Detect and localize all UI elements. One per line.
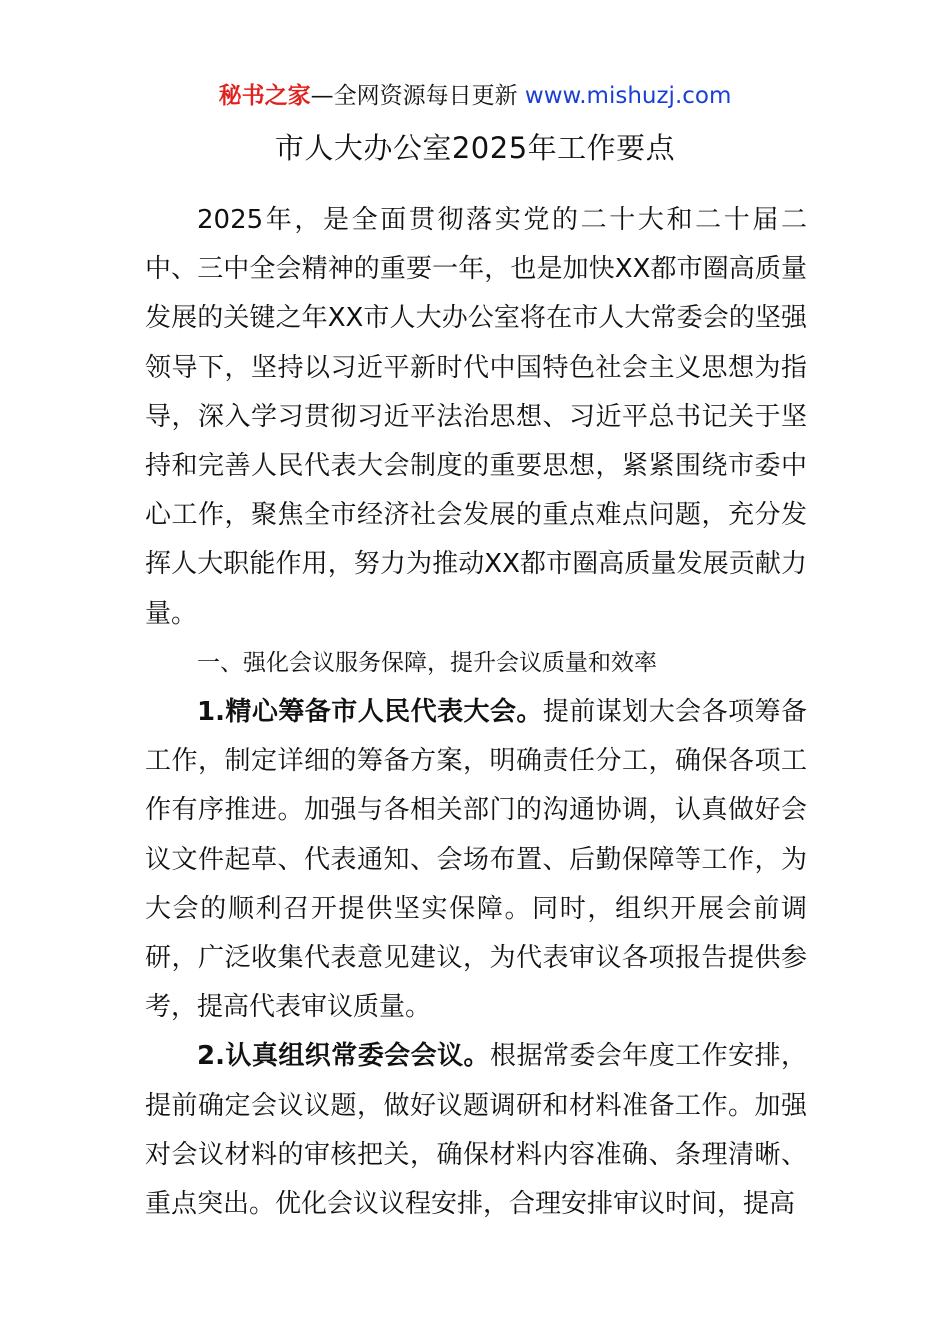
item-body-1: 提前谋划大会各项筹备工作，制定详细的筹备方案，明确责任分工，确保各项工作有序推进。加强与各相关部门的沟通协调，认真做好会议文件起草、代表通知、会场布置、后勤保障等工作，为大会的顺利召开提供坚实保障。同时，组织开展会前调研，广泛收集代表意见建议，为代表审议各项报告提供参考，提高代表审议质量。 xyxy=(145,697,807,1023)
item-paragraph-2 xyxy=(145,1032,807,1229)
item-body-2: 根据常委会年度工作安排，提前确定会议议题，做好议题调研和材料准备工作。加强对会议材料的审核把关，确保材料内容准确、条理清晰、重点突出。优化会议议程安排，合理安排审议时间，提高 xyxy=(145,1041,807,1220)
item-lead-1: 1.精心筹备市人民代表大会。 xyxy=(197,697,543,728)
section-heading-1: 一、强化会议服务保障，提升会议质量和效率 xyxy=(197,649,657,676)
document-body xyxy=(145,196,807,1229)
site-tagline: —全网资源每日更新 xyxy=(310,83,525,109)
item-paragraph-1 xyxy=(145,688,807,1032)
intro-paragraph: 2025年，是全面贯彻落实党的二十大和二十届二中、三中全会精神的重要一年，也是加快XX都市圈高质量发展的关键之年XX市人大办公室将在市人大常委会的坚强领导下，坚持以习近平新时代中国特色社会主义思想为指导，深入学习贯彻习近平法治思想、习近平总书记关于坚持和完善人民代表大会制度的重要思想，紧紧围绕市委中心工作，聚焦全市经济社会发展的重点难点问题，充分发挥人大职能作用，努力为推动XX都市圈高质量发展贡献力量。 xyxy=(145,205,807,629)
item-lead-2: 2.认真组织常委会会议。 xyxy=(197,1041,490,1072)
site-header xyxy=(0,80,950,112)
document-title: 市人大办公室2025年工作要点 xyxy=(274,131,676,165)
site-url-link[interactable]: www.mishuzj.com xyxy=(524,83,732,109)
site-brand: 秘书之家 xyxy=(218,83,311,109)
